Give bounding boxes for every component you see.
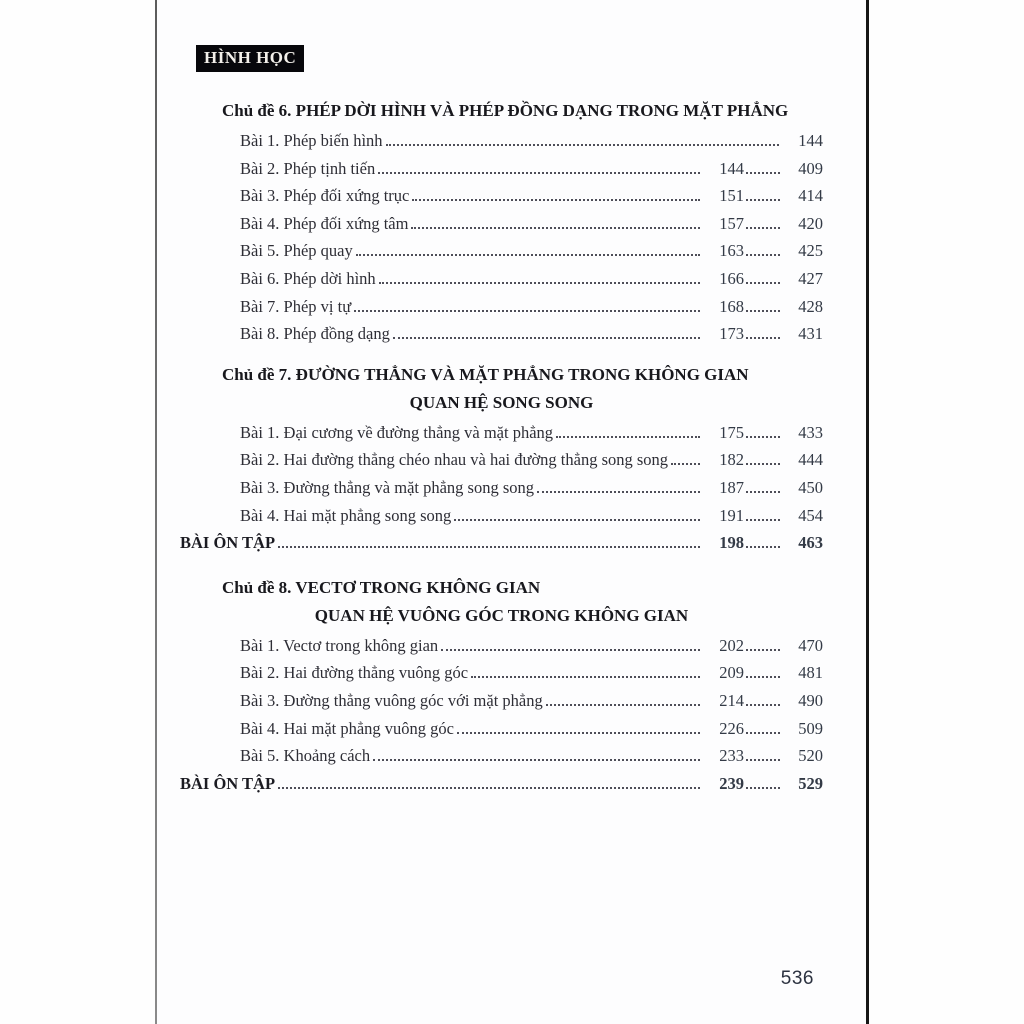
- page-number-col1: 173: [719, 324, 744, 344]
- page-number-col2: 425: [798, 241, 823, 261]
- toc-section: [180, 361, 823, 557]
- dot-leader: [378, 172, 700, 174]
- mid-dot-leader: [746, 199, 780, 201]
- mid-dot-leader: [746, 172, 780, 174]
- toc-item-label: Bài 4. Phép đối xứng tâm: [240, 213, 409, 233]
- mid-dot-leader: [746, 254, 780, 256]
- mid-dot-leader: [746, 704, 780, 706]
- dot-leader: [356, 254, 700, 256]
- toc-item-label: Bài 3. Phép đối xứng trục: [240, 186, 410, 206]
- dot-leader: [393, 337, 700, 339]
- page-number-col2: 414: [798, 186, 823, 206]
- dot-leader: [671, 463, 700, 465]
- toc-item: [180, 742, 823, 770]
- toc-review-item: [180, 770, 823, 798]
- dot-leader: [411, 227, 700, 229]
- toc-item-label: BÀI ÔN TẬP: [180, 773, 276, 793]
- mid-dot-leader: [746, 337, 780, 339]
- page-number-col1: 226: [719, 718, 744, 738]
- toc-item-label: Bài 3. Đường thẳng vuông góc với mặt phẳng: [240, 690, 543, 710]
- dot-leader: [412, 199, 700, 201]
- mid-dot-leader: [746, 649, 780, 651]
- section-title: [180, 361, 823, 417]
- toc-item: [180, 632, 823, 660]
- mid-dot-leader: [746, 676, 780, 678]
- section-title: [180, 97, 823, 125]
- page-number-col1: 163: [719, 241, 744, 261]
- dot-leader: [386, 144, 779, 146]
- mid-dot-leader: [746, 787, 780, 789]
- toc-item: [180, 265, 823, 293]
- section-title-line: QUAN HỆ SONG SONG: [409, 392, 594, 412]
- section-items: [180, 419, 823, 557]
- dot-leader: [454, 519, 700, 521]
- page-number-col2: 509: [798, 718, 823, 738]
- page-number-col2: 520: [798, 746, 823, 766]
- page-number-col2: 490: [798, 690, 823, 710]
- page-number-col1: 157: [719, 213, 744, 233]
- toc-item-label: Bài 5. Khoảng cách: [240, 746, 371, 766]
- toc-item: [180, 127, 823, 155]
- page-number-col2: 428: [798, 296, 823, 316]
- toc-item: [180, 659, 823, 687]
- mid-dot-leader: [746, 227, 780, 229]
- page-number-col2: 529: [798, 773, 823, 793]
- page-number-col2: 433: [798, 422, 823, 442]
- page-number-col1: 233: [719, 746, 744, 766]
- dot-leader: [537, 491, 700, 493]
- mid-dot-leader: [746, 491, 780, 493]
- page-number-col1: 187: [719, 477, 744, 497]
- mid-dot-leader: [746, 436, 780, 438]
- page-number-col2: 420: [798, 213, 823, 233]
- dot-leader: [457, 732, 700, 734]
- page-right-border: [866, 0, 869, 1024]
- toc-item-label: Bài 6. Phép dời hình: [240, 268, 376, 288]
- page-number-col1: 168: [719, 296, 744, 316]
- toc-item-label: Bài 3. Đường thẳng và mặt phẳng song song: [240, 477, 535, 497]
- subject-header-badge: HÌNH HỌC: [196, 45, 304, 72]
- toc-item-label: Bài 4. Hai mặt phẳng vuông góc: [240, 718, 455, 738]
- page-number-col2: 450: [798, 477, 823, 497]
- dot-leader: [354, 310, 700, 312]
- page-number-col2: 481: [798, 663, 823, 683]
- mid-dot-leader: [746, 463, 780, 465]
- toc-item-label: Bài 4. Hai mặt phẳng song song: [240, 505, 452, 525]
- page-number-col1: 144: [719, 158, 744, 178]
- dot-leader: [556, 436, 700, 438]
- dot-leader: [471, 676, 700, 678]
- mid-dot-leader: [746, 732, 780, 734]
- section-title-line: Chủ đề 8. VECTƠ TRONG KHÔNG GIAN: [222, 577, 541, 597]
- section-items: [180, 127, 823, 348]
- toc-item-label: Bài 8. Phép đồng dạng: [240, 324, 390, 344]
- dot-leader: [278, 546, 700, 548]
- toc-item: [180, 474, 823, 502]
- section-title-line: Chủ đề 7. ĐƯỜNG THẲNG VÀ MẶT PHẲNG TRONG KHÔNG GIAN: [222, 364, 749, 384]
- dot-leader: [379, 282, 700, 284]
- page-number-col2: 463: [798, 533, 823, 553]
- page-content: [157, 0, 866, 1024]
- toc-item: [180, 446, 823, 474]
- toc-item-label: Bài 1. Phép biến hình: [240, 131, 383, 150]
- toc-item: [180, 320, 823, 348]
- toc-item-label: Bài 1. Vectơ trong không gian: [240, 635, 439, 655]
- page-number-col2: 470: [798, 635, 823, 655]
- page-number-col2: 409: [798, 158, 823, 178]
- page-number-col1: 175: [719, 422, 744, 442]
- mid-dot-leader: [746, 310, 780, 312]
- toc-section: [180, 574, 823, 798]
- page-number-col2: 454: [798, 505, 823, 525]
- page-number-col1: 191: [719, 505, 744, 525]
- page-number-col1: 198: [719, 533, 744, 553]
- section-title: [180, 574, 823, 630]
- toc-item-label: Bài 2. Hai đường thẳng chéo nhau và hai đường thẳng song song: [240, 450, 669, 470]
- toc-item: [180, 502, 823, 530]
- dot-leader: [546, 704, 700, 706]
- section-title-line: QUAN HỆ VUÔNG GÓC TRONG KHÔNG GIAN: [314, 605, 689, 625]
- page-number-col2: 444: [798, 450, 823, 470]
- toc-section: [180, 97, 823, 348]
- page-number-col1: 214: [719, 690, 744, 710]
- page-number: 536: [780, 968, 814, 989]
- toc-item-label: BÀI ÔN TẬP: [180, 533, 276, 553]
- toc-item-label: Bài 1. Đại cương về đường thẳng và mặt phẳng: [240, 422, 554, 442]
- mid-dot-leader: [746, 759, 780, 761]
- toc-item-label: Bài 5. Phép quay: [240, 241, 353, 261]
- toc-item: [180, 715, 823, 743]
- toc-item-label: Bài 7. Phép vị tự: [240, 296, 352, 316]
- toc-item: [180, 293, 823, 321]
- toc-item-label: Bài 2. Hai đường thẳng vuông góc: [240, 663, 469, 683]
- dot-leader: [278, 787, 700, 789]
- section-items: [180, 632, 823, 798]
- page-number-col1: 239: [719, 773, 744, 793]
- toc-item: [180, 419, 823, 447]
- mid-dot-leader: [746, 282, 780, 284]
- page-number-col2: 431: [798, 324, 823, 344]
- dot-leader: [373, 759, 700, 761]
- toc-item: [180, 155, 823, 183]
- page-number-col2: 144: [798, 131, 823, 150]
- page-number-col1: 209: [719, 663, 744, 683]
- table-of-contents: [180, 97, 823, 797]
- toc-item-label: Bài 2. Phép tịnh tiến: [240, 158, 376, 178]
- mid-dot-leader: [746, 546, 780, 548]
- toc-review-item: [180, 529, 823, 557]
- dot-leader: [441, 649, 700, 651]
- toc-item: [180, 687, 823, 715]
- toc-item: [180, 237, 823, 265]
- page-number-col1: 166: [719, 268, 744, 288]
- section-title-line: Chủ đề 6. PHÉP DỜI HÌNH VÀ PHÉP ĐỒNG DẠNG TRONG MẶT PHẲNG: [222, 101, 789, 120]
- toc-item: [180, 210, 823, 238]
- toc-item: [180, 182, 823, 210]
- page-number-col1: 202: [719, 635, 744, 655]
- page-number-col1: 182: [719, 450, 744, 470]
- mid-dot-leader: [746, 519, 780, 521]
- page-number-col1: 151: [719, 186, 744, 206]
- page-number-col2: 427: [798, 268, 823, 288]
